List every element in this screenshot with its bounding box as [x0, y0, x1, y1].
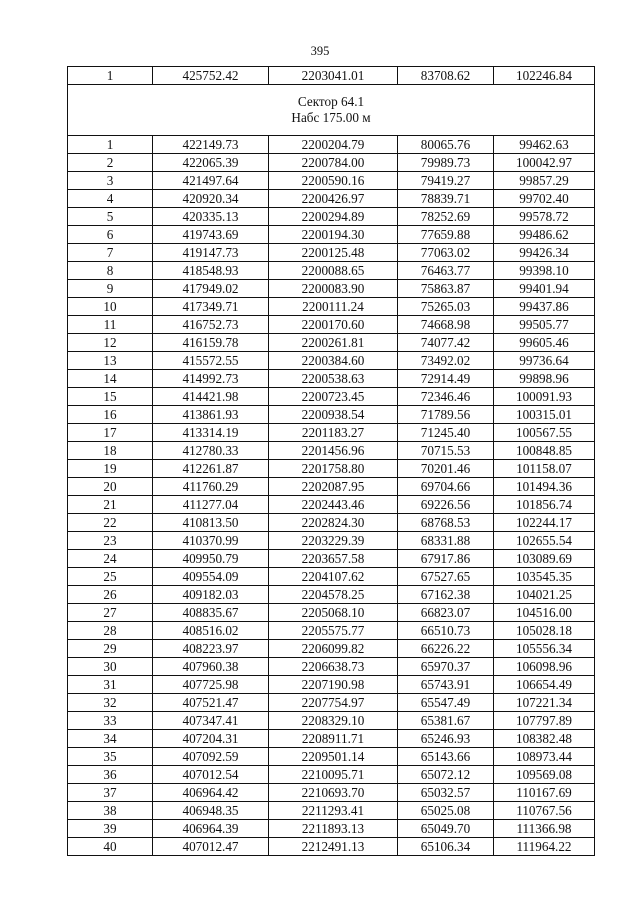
coordinate-cell: 2203657.58: [269, 550, 398, 568]
coordinate-cell: 2210095.71: [269, 766, 398, 784]
coordinate-cell: 2200294.89: [269, 208, 398, 226]
coordinate-cell: 100042.97: [494, 154, 595, 172]
point-number-cell: 26: [68, 586, 153, 604]
coordinate-cell: 2200590.16: [269, 172, 398, 190]
coordinate-cell: 2204578.25: [269, 586, 398, 604]
coordinate-cell: 421497.64: [153, 172, 269, 190]
coordinate-cell: 79419.27: [398, 172, 494, 190]
coordinate-cell: 2203229.39: [269, 532, 398, 550]
coordinate-cell: 2206638.73: [269, 658, 398, 676]
coordinate-cell: 422149.73: [153, 136, 269, 154]
coordinate-cell: 72914.49: [398, 370, 494, 388]
sector-title: Сектор 64.1: [297, 94, 365, 109]
coordinate-cell: 408516.02: [153, 622, 269, 640]
table-row: [68, 244, 595, 262]
coordinate-cell: 2205068.10: [269, 604, 398, 622]
coordinate-cell: 413314.19: [153, 424, 269, 442]
coordinate-cell: 74077.42: [398, 334, 494, 352]
coordinate-cell: 407725.98: [153, 676, 269, 694]
coordinate-cell: 406964.42: [153, 784, 269, 802]
coordinate-cell: 65143.66: [398, 748, 494, 766]
coordinate-cell: 70715.53: [398, 442, 494, 460]
table-row: [68, 262, 595, 280]
coordinate-cell: 2200083.90: [269, 280, 398, 298]
coordinate-cell: 102655.54: [494, 532, 595, 550]
coordinate-cell: 409182.03: [153, 586, 269, 604]
point-number-cell: 19: [68, 460, 153, 478]
table-row: [68, 136, 595, 154]
coordinate-cell: 100567.55: [494, 424, 595, 442]
coordinate-cell: 65743.91: [398, 676, 494, 694]
coordinate-cell: 66823.07: [398, 604, 494, 622]
coordinate-cell: 412780.33: [153, 442, 269, 460]
table-row: [68, 604, 595, 622]
coordinate-cell: 415572.55: [153, 352, 269, 370]
point-number-cell: 13: [68, 352, 153, 370]
point-number-cell: 34: [68, 730, 153, 748]
table-row: [68, 154, 595, 172]
point-number-cell: 29: [68, 640, 153, 658]
coordinate-cell: 69704.66: [398, 478, 494, 496]
coordinate-cell: 425752.42: [153, 67, 269, 85]
table-row: [68, 550, 595, 568]
coordinate-cell: 416159.78: [153, 334, 269, 352]
coordinate-cell: 99426.34: [494, 244, 595, 262]
coordinate-cell: 407204.31: [153, 730, 269, 748]
point-number-cell: 33: [68, 712, 153, 730]
coordinate-cell: 417349.71: [153, 298, 269, 316]
coordinate-cell: 99702.40: [494, 190, 595, 208]
table-row: [68, 784, 595, 802]
coordinate-cell: 411760.29: [153, 478, 269, 496]
coordinate-cell: 407012.47: [153, 838, 269, 856]
coordinate-cell: 65381.67: [398, 712, 494, 730]
coordinate-cell: 2207190.98: [269, 676, 398, 694]
point-number-cell: 9: [68, 280, 153, 298]
coordinate-cell: 75265.03: [398, 298, 494, 316]
coordinate-cell: 83708.62: [398, 67, 494, 85]
coordinate-cell: 413861.93: [153, 406, 269, 424]
point-number-cell: 39: [68, 820, 153, 838]
coordinate-cell: 417949.02: [153, 280, 269, 298]
coordinate-cell: 78839.71: [398, 190, 494, 208]
coordinate-cell: 65246.93: [398, 730, 494, 748]
point-number-cell: 20: [68, 478, 153, 496]
coordinate-cell: 79989.73: [398, 154, 494, 172]
table-row: [68, 514, 595, 532]
point-number-cell: 12: [68, 334, 153, 352]
point-number-cell: 15: [68, 388, 153, 406]
coordinate-cell: 99898.96: [494, 370, 595, 388]
coordinate-cell: 2200088.65: [269, 262, 398, 280]
coordinate-cell: 68331.88: [398, 532, 494, 550]
coordinate-cell: 99462.63: [494, 136, 595, 154]
coordinate-cell: 80065.76: [398, 136, 494, 154]
coordinate-cell: 102246.84: [494, 67, 595, 85]
point-number-cell: 17: [68, 424, 153, 442]
coordinate-cell: 99486.62: [494, 226, 595, 244]
coordinate-cell: 409950.79: [153, 550, 269, 568]
point-number-cell: 23: [68, 532, 153, 550]
coordinate-cell: 408223.97: [153, 640, 269, 658]
coordinate-cell: 99401.94: [494, 280, 595, 298]
sector-header-row: [68, 85, 595, 136]
coordinate-cell: 99578.72: [494, 208, 595, 226]
table-row: [68, 532, 595, 550]
point-number-cell: 31: [68, 676, 153, 694]
point-number-cell: 40: [68, 838, 153, 856]
coordinate-cell: 407521.47: [153, 694, 269, 712]
table-row: [68, 712, 595, 730]
coordinate-cell: 65032.57: [398, 784, 494, 802]
coordinate-cell: 65106.34: [398, 838, 494, 856]
table-row: [68, 280, 595, 298]
coordinate-cell: 406964.39: [153, 820, 269, 838]
point-number-cell: 27: [68, 604, 153, 622]
coordinate-cell: 2201758.80: [269, 460, 398, 478]
coordinate-cell: 103089.69: [494, 550, 595, 568]
sector-elevation: Набс 175.00 м: [291, 110, 371, 125]
point-number-cell: 38: [68, 802, 153, 820]
coordinate-cell: 420335.13: [153, 208, 269, 226]
point-number-cell: 8: [68, 262, 153, 280]
coordinate-cell: 2204107.62: [269, 568, 398, 586]
coordinate-cell: 410813.50: [153, 514, 269, 532]
sector-header-cell: [68, 85, 595, 136]
point-number-cell: 14: [68, 370, 153, 388]
point-number-cell: 24: [68, 550, 153, 568]
coordinate-cell: 69226.56: [398, 496, 494, 514]
coordinates-table-body: [68, 67, 595, 856]
point-number-cell: 16: [68, 406, 153, 424]
coordinate-cell: 100091.93: [494, 388, 595, 406]
table-row: [68, 388, 595, 406]
coordinate-cell: 414992.73: [153, 370, 269, 388]
coordinate-cell: 418548.93: [153, 262, 269, 280]
point-number-cell: 2: [68, 154, 153, 172]
coordinate-cell: 72346.46: [398, 388, 494, 406]
coordinate-cell: 2200194.30: [269, 226, 398, 244]
coordinate-cell: 419147.73: [153, 244, 269, 262]
coordinate-cell: 2201456.96: [269, 442, 398, 460]
page-number: 395: [310, 44, 330, 58]
table-row: [68, 694, 595, 712]
coordinate-cell: 101856.74: [494, 496, 595, 514]
coordinate-cell: 66510.73: [398, 622, 494, 640]
point-number-cell: 10: [68, 298, 153, 316]
coordinate-cell: 100848.85: [494, 442, 595, 460]
coordinate-cell: 2200111.24: [269, 298, 398, 316]
coordinate-cell: 104516.00: [494, 604, 595, 622]
coordinate-cell: 108382.48: [494, 730, 595, 748]
table-row: [68, 568, 595, 586]
coordinate-cell: 2205575.77: [269, 622, 398, 640]
coordinate-cell: 407012.54: [153, 766, 269, 784]
table-row: [68, 172, 595, 190]
coordinate-cell: 66226.22: [398, 640, 494, 658]
coordinate-cell: 102244.17: [494, 514, 595, 532]
coordinate-cell: 2212491.13: [269, 838, 398, 856]
table-row: [68, 766, 595, 784]
table-row: [68, 748, 595, 766]
coordinate-cell: 407347.41: [153, 712, 269, 730]
coordinate-cell: 67162.38: [398, 586, 494, 604]
coordinate-cell: 422065.39: [153, 154, 269, 172]
table-row: [68, 298, 595, 316]
table-row: [68, 352, 595, 370]
coordinate-cell: 108973.44: [494, 748, 595, 766]
coordinate-cell: 406948.35: [153, 802, 269, 820]
coordinates-table-container: [67, 66, 594, 856]
point-number-cell: 3: [68, 172, 153, 190]
table-row: [68, 730, 595, 748]
point-number-cell: 5: [68, 208, 153, 226]
coordinate-cell: 2210693.70: [269, 784, 398, 802]
table-row: [68, 460, 595, 478]
coordinate-cell: 65970.37: [398, 658, 494, 676]
table-row: [68, 406, 595, 424]
coordinate-cell: 65072.12: [398, 766, 494, 784]
coordinate-cell: 77659.88: [398, 226, 494, 244]
coordinate-cell: 2208911.71: [269, 730, 398, 748]
point-number-cell: 11: [68, 316, 153, 334]
coordinate-cell: 111366.98: [494, 820, 595, 838]
table-row: [68, 226, 595, 244]
coordinate-cell: 420920.34: [153, 190, 269, 208]
table-row: [68, 838, 595, 856]
table-row: [68, 190, 595, 208]
table-row: [68, 424, 595, 442]
coordinate-cell: 410370.99: [153, 532, 269, 550]
coordinate-cell: 409554.09: [153, 568, 269, 586]
coordinate-cell: 71245.40: [398, 424, 494, 442]
coordinate-cell: 2202824.30: [269, 514, 398, 532]
point-number-cell: 25: [68, 568, 153, 586]
coordinates-table: [67, 66, 595, 856]
table-row: [68, 442, 595, 460]
coordinate-cell: 99605.46: [494, 334, 595, 352]
coordinate-cell: 101158.07: [494, 460, 595, 478]
coordinate-cell: 407092.59: [153, 748, 269, 766]
coordinate-cell: 111964.22: [494, 838, 595, 856]
coordinate-cell: 78252.69: [398, 208, 494, 226]
point-number-cell: 1: [68, 67, 153, 85]
coordinate-cell: 106098.96: [494, 658, 595, 676]
coordinate-cell: 65025.08: [398, 802, 494, 820]
coordinate-cell: 99505.77: [494, 316, 595, 334]
point-number-cell: 1: [68, 136, 153, 154]
coordinate-cell: 2201183.27: [269, 424, 398, 442]
table-row: [68, 316, 595, 334]
table-row: [68, 67, 595, 85]
coordinate-cell: 2211893.13: [269, 820, 398, 838]
table-row: [68, 820, 595, 838]
coordinate-cell: 2202443.46: [269, 496, 398, 514]
coordinate-cell: 2202087.95: [269, 478, 398, 496]
coordinate-cell: 107797.89: [494, 712, 595, 730]
point-number-cell: 4: [68, 190, 153, 208]
coordinate-cell: 2200384.60: [269, 352, 398, 370]
coordinate-cell: 75863.87: [398, 280, 494, 298]
coordinate-cell: 65547.49: [398, 694, 494, 712]
coordinate-cell: 100315.01: [494, 406, 595, 424]
coordinate-cell: 109569.08: [494, 766, 595, 784]
coordinate-cell: 412261.87: [153, 460, 269, 478]
point-number-cell: 7: [68, 244, 153, 262]
coordinate-cell: 110767.56: [494, 802, 595, 820]
coordinate-cell: 2200426.97: [269, 190, 398, 208]
table-row: [68, 658, 595, 676]
table-row: [68, 208, 595, 226]
coordinate-cell: 2200538.63: [269, 370, 398, 388]
coordinate-cell: 2206099.82: [269, 640, 398, 658]
coordinate-cell: 101494.36: [494, 478, 595, 496]
table-row: [68, 478, 595, 496]
point-number-cell: 6: [68, 226, 153, 244]
point-number-cell: 22: [68, 514, 153, 532]
coordinate-cell: 2200784.00: [269, 154, 398, 172]
coordinate-cell: 65049.70: [398, 820, 494, 838]
point-number-cell: 35: [68, 748, 153, 766]
coordinate-cell: 71789.56: [398, 406, 494, 424]
coordinate-cell: 99736.64: [494, 352, 595, 370]
coordinate-cell: 407960.38: [153, 658, 269, 676]
coordinate-cell: 103545.35: [494, 568, 595, 586]
coordinate-cell: 105556.34: [494, 640, 595, 658]
coordinate-cell: 2200204.79: [269, 136, 398, 154]
point-number-cell: 36: [68, 766, 153, 784]
point-number-cell: 32: [68, 694, 153, 712]
coordinate-cell: 107221.34: [494, 694, 595, 712]
coordinate-cell: 105028.18: [494, 622, 595, 640]
coordinate-cell: 408835.67: [153, 604, 269, 622]
coordinate-cell: 2208329.10: [269, 712, 398, 730]
coordinate-cell: 77063.02: [398, 244, 494, 262]
coordinate-cell: 2200723.45: [269, 388, 398, 406]
point-number-cell: 18: [68, 442, 153, 460]
coordinate-cell: 68768.53: [398, 514, 494, 532]
point-number-cell: 21: [68, 496, 153, 514]
coordinate-cell: 2207754.97: [269, 694, 398, 712]
table-row: [68, 802, 595, 820]
coordinate-cell: 2203041.01: [269, 67, 398, 85]
coordinate-cell: 2200261.81: [269, 334, 398, 352]
coordinate-cell: 2200125.48: [269, 244, 398, 262]
coordinate-cell: 110167.69: [494, 784, 595, 802]
coordinate-cell: 2209501.14: [269, 748, 398, 766]
coordinate-cell: 99857.29: [494, 172, 595, 190]
point-number-cell: 28: [68, 622, 153, 640]
table-row: [68, 586, 595, 604]
table-row: [68, 622, 595, 640]
coordinate-cell: 419743.69: [153, 226, 269, 244]
table-row: [68, 640, 595, 658]
coordinate-cell: 411277.04: [153, 496, 269, 514]
coordinate-cell: 416752.73: [153, 316, 269, 334]
coordinate-cell: 73492.02: [398, 352, 494, 370]
coordinate-cell: 2200170.60: [269, 316, 398, 334]
table-row: [68, 334, 595, 352]
coordinate-cell: 99398.10: [494, 262, 595, 280]
table-row: [68, 496, 595, 514]
table-row: [68, 676, 595, 694]
coordinate-cell: 2200938.54: [269, 406, 398, 424]
coordinate-cell: 99437.86: [494, 298, 595, 316]
coordinate-cell: 414421.98: [153, 388, 269, 406]
coordinate-cell: 67917.86: [398, 550, 494, 568]
point-number-cell: 37: [68, 784, 153, 802]
coordinate-cell: 70201.46: [398, 460, 494, 478]
coordinate-cell: 104021.25: [494, 586, 595, 604]
point-number-cell: 30: [68, 658, 153, 676]
coordinate-cell: 76463.77: [398, 262, 494, 280]
coordinate-cell: 67527.65: [398, 568, 494, 586]
coordinate-cell: 106654.49: [494, 676, 595, 694]
coordinate-cell: 2211293.41: [269, 802, 398, 820]
coordinate-cell: 74668.98: [398, 316, 494, 334]
table-row: [68, 370, 595, 388]
